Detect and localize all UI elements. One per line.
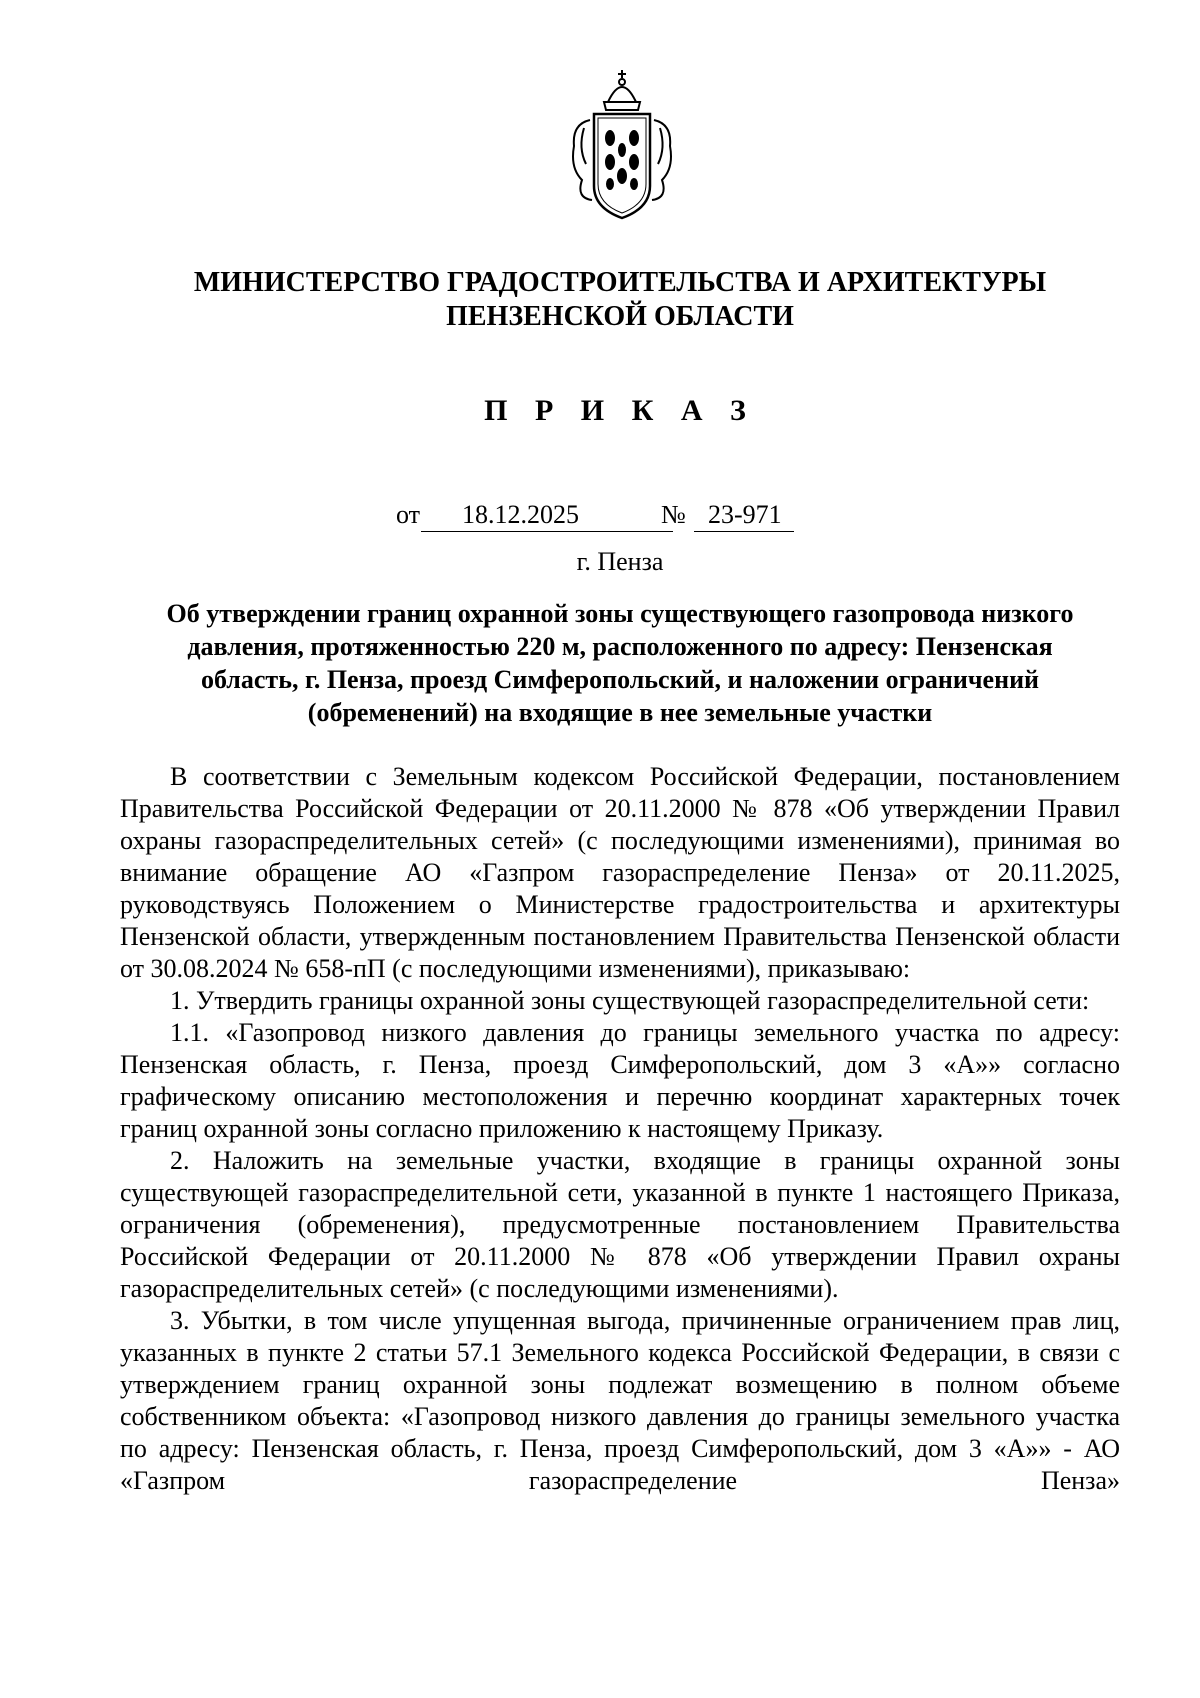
number-prefix: № <box>661 500 686 529</box>
ministry-name <box>120 266 1120 334</box>
preamble-paragraph: В соответствии с Земельным кодексом Российской Федерации, постановлением Правительства Российской Федерации от 20.11.2000 № 878 «Об утверждении Правил охраны газораспределительных сетей» (с последующими изменениями), принимая во внимание обращение АО «Газпром газораспределение Пенза» от 20.11.2025, руководствуясь Положением о Министерстве градостроительства и архитектуры Пензенской области, утвержденным постановлением Правительства Пензенской области от 30.08.2024 № 658-пП (с последующими изменениями), приказываю: <box>120 762 1120 983</box>
document-type-title: П Р И К А З <box>484 394 756 427</box>
subject-line-2: давления, протяженностью 220 м, расположенного по адресу: Пензенская <box>187 632 1053 661</box>
ministry-line-2: ПЕНЗЕНСКОЙ ОБЛАСТИ <box>446 301 794 332</box>
subject-line-3: область, г. Пенза, проезд Симферопольский, и наложении ограничений <box>200 665 1040 694</box>
subject-line-4: (обременений) на входящие в нее земельные участки <box>307 698 933 727</box>
item-1-1-paragraph: 1.1. «Газопровод низкого давления до границы земельного участка по адресу: Пензенская область, г. Пенза, проезд Симферопольский, дом 3 «А»» согласно графическому описанию местоположения и перечню координат характерных точек границ охранной зоны согласно приложению к настоящему Приказу. <box>120 1018 1120 1143</box>
subject-line-1: Об утверждении границ охранной зоны существующего газопровода низкого <box>166 599 1074 628</box>
document-date: 18.12.2025 <box>462 500 579 529</box>
document-city: г. Пенза <box>576 547 664 576</box>
item-3-paragraph: 3. Убытки, в том числе упущенная выгода, причиненные ограничением прав лиц, указанных в пункте 2 статьи 57.1 Земельного кодекса Российской Федерации, в связи с утверждением границ охранной зоны подлежат возмещению в полном объеме собственником объекта: «Газопровод низкого давления до границы земельного участка по адресу: Пензенская область, г. Пенза, проезд Симферопольский, дом 3 «А»» - АО «Газпром газораспределение Пенза» <box>120 1306 1120 1495</box>
document-subject <box>125 597 1115 729</box>
ministry-line-1: МИНИСТЕРСТВО ГРАДОСТРОИТЕЛЬСТВА И АРХИТЕКТУРЫ <box>193 267 1047 298</box>
document-number: 23-971 <box>708 500 782 529</box>
penza-coat-of-arms-icon <box>568 68 676 230</box>
number-underline <box>694 531 794 532</box>
item-2-paragraph: 2. Наложить на земельные участки, входящие в границы охранной зоны существующей газораспределительной сети, указанной в пункте 1 настоящего Приказа, ограничения (обременения), предусмотренные постановлением Правительства Российской Федерации от 20.11.2000 № 878 «Об утверждении Правил охраны газораспределительных сетей» (с последующими изменениями). <box>120 1146 1120 1303</box>
date-underline <box>421 531 673 532</box>
date-prefix: от <box>396 500 421 529</box>
item-1-paragraph: 1. Утвердить границы охранной зоны существующей газораспределительной сети: <box>170 986 1090 1015</box>
document-body <box>120 761 1120 1497</box>
